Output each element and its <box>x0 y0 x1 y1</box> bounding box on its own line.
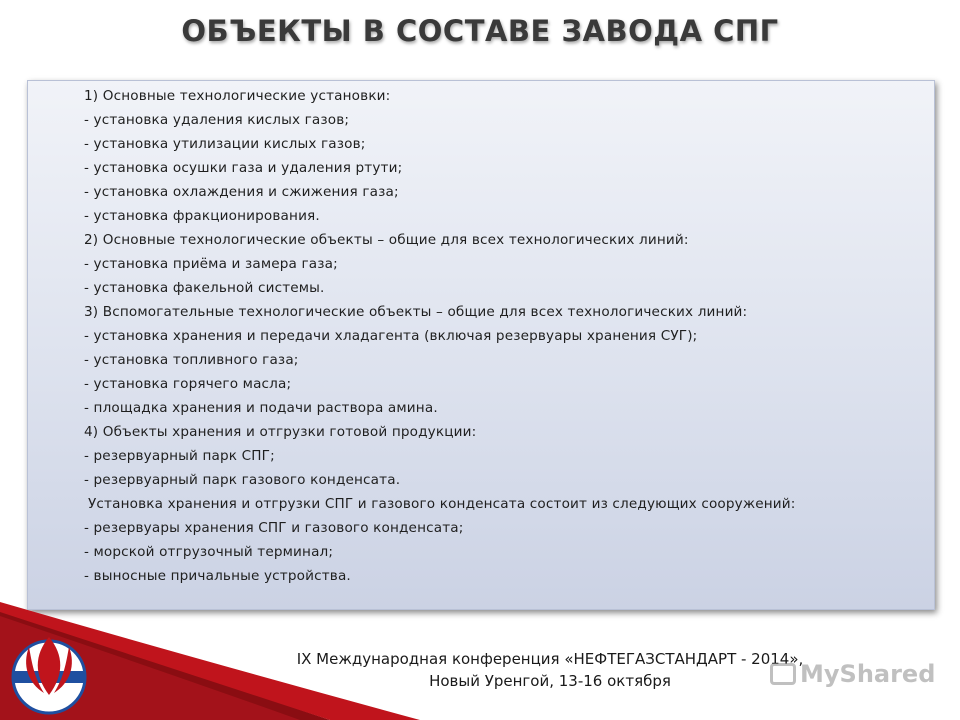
presentation-icon <box>770 663 796 685</box>
list-item: - резервуарный парк СПГ; <box>84 448 275 464</box>
content-list <box>84 84 944 588</box>
watermark-text: MyShared <box>800 660 936 688</box>
list-item: - установка удаления кислых газов; <box>84 112 350 128</box>
list-item: - установка хранения и передачи хладагента (включая резервуары хранения СУГ); <box>84 328 698 344</box>
list-item: Установка хранения и отгрузки СПГ и газового конденсата состоит из следующих сооружений: <box>88 496 796 512</box>
flame-logo-icon <box>4 625 94 720</box>
list-item: - установка горячего масла; <box>84 376 292 392</box>
watermark <box>770 660 935 688</box>
list-item: - морской отгрузочный терминал; <box>84 544 334 560</box>
list-item: - резервуарный парк газового конденсата. <box>84 472 401 488</box>
footer-line-1: IX Международная конференция «НЕФТЕГАЗСТАНДАРТ - 2014», <box>296 650 804 668</box>
list-item: - установка факельной системы. <box>84 280 325 296</box>
list-item: - площадка хранения и подачи раствора амина. <box>84 400 438 416</box>
list-item: - установка осушки газа и удаления ртути; <box>84 160 403 176</box>
list-item: - установка охлаждения и сжижения газа; <box>84 184 399 200</box>
slide-title: ОБЪЕКТЫ В СОСТАВЕ ЗАВОДА СПГ <box>181 14 779 48</box>
list-item: 3) Вспомогательные технологические объекты – общие для всех технологических линий: <box>84 304 748 320</box>
list-item: - установка приёма и замера газа; <box>84 256 338 272</box>
list-item: - резервуары хранения СПГ и газового конденсата; <box>84 520 464 536</box>
list-item: - выносные причальные устройства. <box>84 568 351 584</box>
list-item: 1) Основные технологические установки: <box>84 88 391 104</box>
list-item: - установка фракционирования. <box>84 208 320 224</box>
list-item: - установка утилизации кислых газов; <box>84 136 366 152</box>
list-item: 2) Основные технологические объекты – общие для всех технологических линий: <box>84 232 689 248</box>
footer-line-2: Новый Уренгой, 13-16 октября <box>429 672 671 690</box>
list-item: 4) Объекты хранения и отгрузки готовой продукции: <box>84 424 477 440</box>
list-item: - установка топливного газа; <box>84 352 299 368</box>
